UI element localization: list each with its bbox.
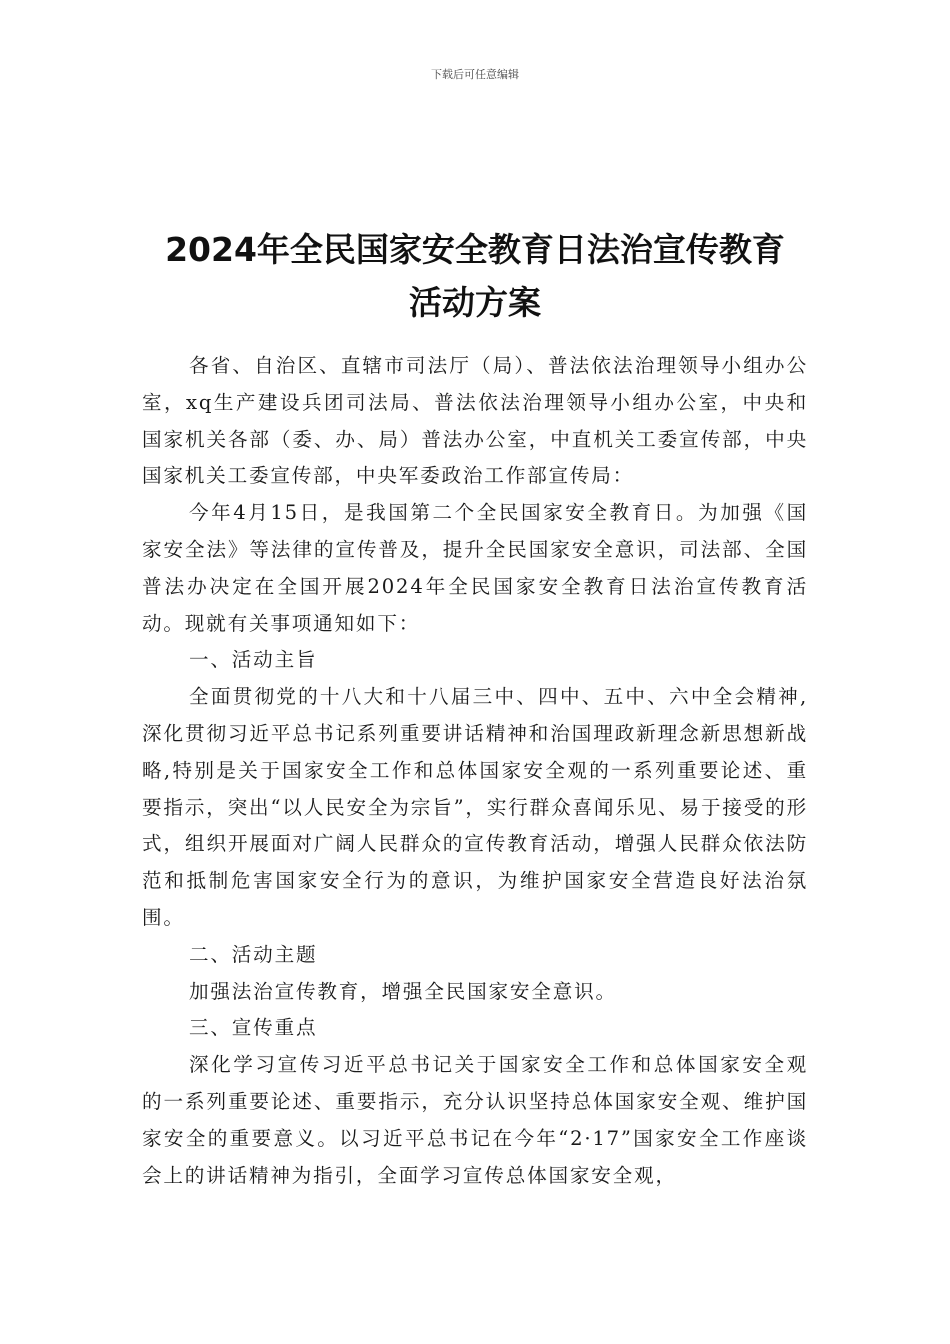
paragraph-theme: 加强法治宣传教育，增强全民国家安全意识。 xyxy=(189,979,617,1003)
paragraph-addressees: 各省、自治区、直辖市司法厅（局）、普法依法治理领导小组办公室，xq生产建设兵团司法局、普法依法治理领导小组办公室，中央和国家机关各部（委、办、局）普法办公室，中直机关工委宣传部，中央国家机关工委宣传部，中央军委政治工作部宣传局： xyxy=(142,354,808,488)
title-line-2: 活动方案 xyxy=(409,283,541,322)
paragraph-purpose: 全面贯彻党的十八大和十八届三中、四中、五中、六中全会精神,深化贯彻习近平总书记系列重要讲话精神和治国理政新理念新思想新战略,特别是关于国家安全工作和总体国家安全观的一系列重要论述、重要指示，突出“以人民安全为宗旨”，实行群众喜闻乐见、易于接受的形式，组织开展面对广阔人民群众的宣传教育活动，增强人民群众依法防范和抵制危害国家安全行为的意识，为维护国家安全营造良好法治氛围。 xyxy=(142,685,808,929)
section-heading-focus: 三、宣传重点 xyxy=(189,1016,318,1040)
header-note: 下载后可任意编辑 xyxy=(431,68,519,81)
section-heading-purpose: 一、活动主旨 xyxy=(189,648,318,672)
document-body xyxy=(142,348,808,1194)
section-heading-theme: 二、活动主题 xyxy=(189,942,318,966)
paragraph-focus: 深化学习宣传习近平总书记关于国家安全工作和总体国家安全观的一系列重要论述、重要指示，充分认识坚持总体国家安全观、维护国家安全的重要意义。以习近平总书记在今年“2·17”国家安全工作座谈会上的讲话精神为指引，全面学习宣传总体国家安全观， xyxy=(142,1053,808,1187)
paragraph-intro: 今年4月15日，是我国第二个全民国家安全教育日。为加强《国家安全法》等法律的宣传普及，提升全民国家安全意识，司法部、全国普法办决定在全国开展2024年全民国家安全教育日法治宣传教育活动。现就有关事项通知如下： xyxy=(142,501,808,635)
document-title xyxy=(120,223,830,329)
title-line-1: 2024年全民国家安全教育日法治宣传教育 xyxy=(165,230,785,269)
